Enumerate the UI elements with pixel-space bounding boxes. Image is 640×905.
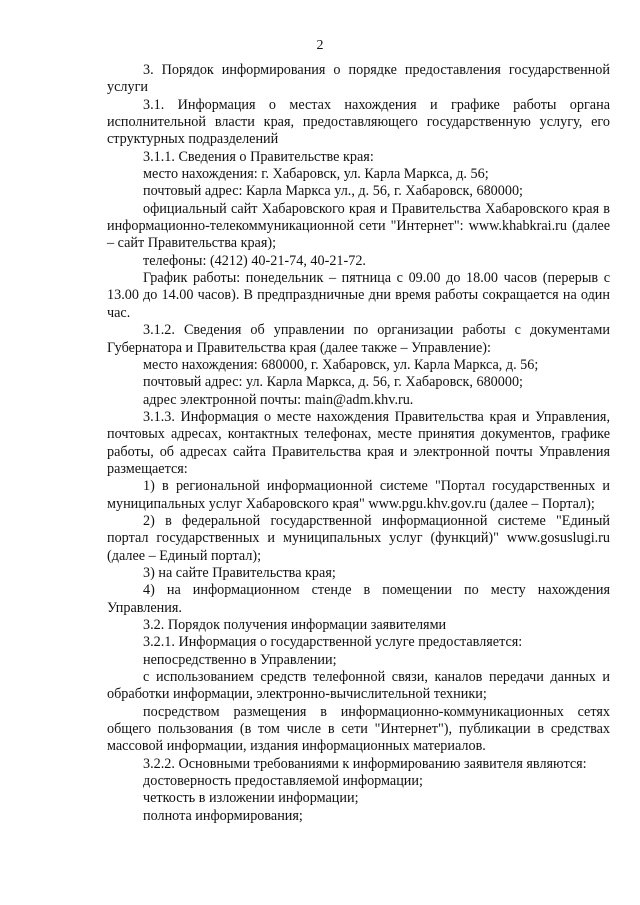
subsection-heading: 3.2. Порядок получения информации заявителями	[143, 617, 447, 633]
paragraph: 3.2.2. Основными требованиями к информированию заявителя являются:	[143, 755, 587, 772]
paragraph: 3.1.2. Сведения об управлении по организации работы с документами Губернатора и Правительства края (далее также – Управление):	[107, 322, 610, 356]
paragraph: посредством размещения в информационно-коммуникационных сетях общего пользования (в том числе в сети "Интернет"), публикации в средствах массовой информации, издания информационных материалов.	[107, 703, 610, 755]
paragraph: место нахождения: г. Хабаровск, ул. Карла Маркса, д. 56;	[143, 166, 489, 183]
paragraph: 3.2.1. Информация о государственной услуге предоставляется:	[143, 634, 523, 651]
paragraph: с использованием средств телефонной связи, каналов передачи данных и обработки информации, электронно-вычислительной техники;	[107, 669, 610, 703]
page-number: 2	[316, 38, 324, 53]
document-body	[107, 62, 610, 825]
paragraph: официальный сайт Хабаровского края и Правительства Хабаровского края в информационно-телекоммуникационной сети "Интернет": www.khabkrai.ru (далее – сайт Правительства края);	[107, 200, 610, 252]
paragraph: полнота информирования;	[143, 807, 303, 824]
subsection-heading: 3.1. Информация о местах нахождения и графике работы органа исполнительной власти края, предоставляющего государственную услугу, его структурных подразделений	[107, 96, 610, 148]
paragraph: 3.1.1. Сведения о Правительстве края:	[143, 148, 374, 165]
list-item: 4) на информационном стенде в помещении по месту нахождения Управления.	[107, 582, 610, 616]
paragraph: почтовый адрес: ул. Карла Маркса, д. 56, г. Хабаровск, 680000;	[143, 374, 523, 391]
list-item: 2) в федеральной государственной информационной системе "Единый портал государственных и муниципальных услуг (функций)" www.gosuslugi.ru (далее – Единый портал);	[107, 512, 610, 564]
paragraph: почтовый адрес: Карла Маркса ул., д. 56, г. Хабаровск, 680000;	[143, 183, 523, 200]
paragraph: четкость в изложении информации;	[143, 790, 359, 807]
paragraph: непосредственно в Управлении;	[143, 651, 337, 668]
paragraph: 3.1.3. Информация о месте нахождения Правительства края и Управления, почтовых адресах, контактных телефонах, месте принятия документов, графике работы, об адресах сайта Правительства края и электронной почты Управления размещается:	[107, 408, 610, 477]
list-item: 3) на сайте Правительства края;	[143, 564, 336, 581]
paragraph: достоверность предоставляемой информации;	[143, 773, 423, 790]
paragraph: телефоны: (4212) 40-21-74, 40-21-72.	[143, 252, 366, 269]
paragraph: место нахождения: 680000, г. Хабаровск, ул. Карла Маркса, д. 56;	[143, 356, 539, 373]
list-item: 1) в региональной информационной системе "Портал государственных и муниципальных услуг Хабаровского края" www.pgu.khv.gov.ru (далее – Портал);	[107, 478, 610, 512]
section-heading: 3. Порядок информирования о порядке предоставления государственной услуги	[107, 62, 610, 96]
paragraph: График работы: понедельник – пятница с 09.00 до 18.00 часов (перерыв с 13.00 до 14.00 часов). В предпраздничные дни время работы сокращается на один час.	[107, 270, 610, 321]
paragraph: адрес электронной почты: main@adm.khv.ru.	[143, 391, 414, 408]
